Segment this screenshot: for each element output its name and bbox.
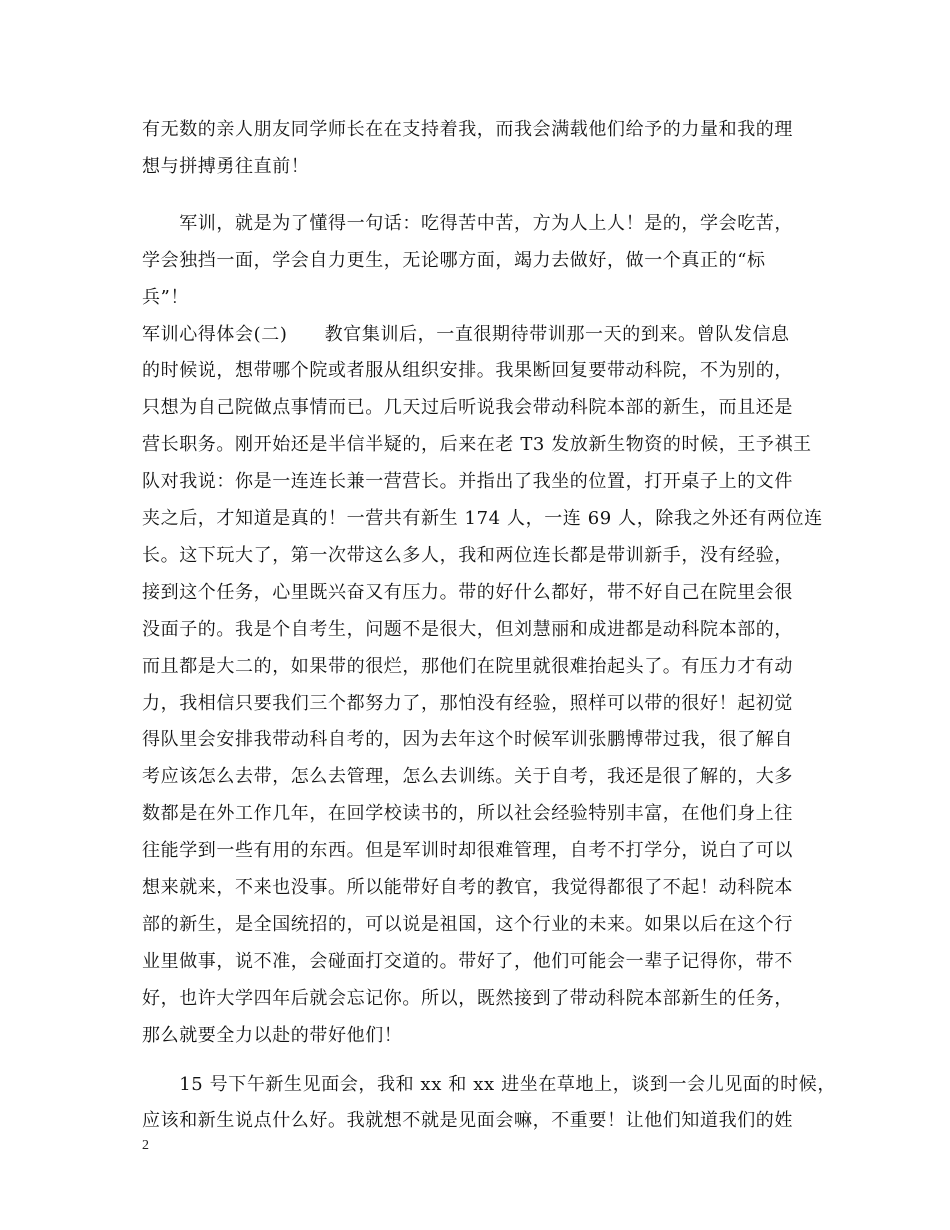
text-line: 那么就要全力以赴的带好他们！: [142, 1025, 403, 1046]
text-line: 考应该怎么去带，怎么去管理，怎么去训练。关于自考，我还是很了解的，大多: [142, 766, 793, 787]
text-line: 而且都是大二的，如果带的很烂，那他们在院里就很难抬起头了。有压力才有动: [142, 656, 793, 677]
text-line: 夹之后，才知道是真的！一营共有新生 174 人，一连 69 人，除我之外还有两位连: [142, 508, 823, 529]
text-line: 军训，就是为了懂得一句话：吃得苦中苦，方为人上人！是的，学会吃苦，: [142, 213, 793, 234]
text-line: 长。这下玩大了，第一次带这么多人，我和两位连长都是带训新手，没有经验，: [142, 545, 793, 566]
text-line: 学会独挡一面，学会自力更生，无论哪方面，竭力去做好，做一个真正的“标: [142, 250, 766, 271]
text-line: 数都是在外工作几年，在回学校读书的，所以社会经验特别丰富，在他们身上往: [142, 803, 793, 824]
text-line: 部的新生，是全国统招的，可以说是祖国，这个行业的未来。如果以后在这个行: [142, 914, 793, 935]
text-line: 接到这个任务，心里既兴奋又有压力。带的好什么都好，带不好自己在院里会很: [142, 582, 793, 603]
text-line: 想来就来，不来也没事。所以能带好自考的教官，我觉得都很了不起！动科院本: [142, 877, 793, 898]
page-number: 2: [142, 1138, 149, 1153]
text-line: 营长职务。刚开始还是半信半疑的，后来在老 T3 发放新生物资的时候，王予祺王: [142, 434, 812, 455]
text-line: 得队里会安排我带动科自考的，因为去年这个时候军训张鹏博带过我，很了解自: [142, 729, 793, 750]
text-line: 有无数的亲人朋友同学师长在在支持着我，而我会满载他们给予的力量和我的理: [142, 119, 793, 140]
text-line: 没面子的。我是个自考生，问题不是很大，但刘慧丽和成进都是动科院本部的，: [142, 619, 793, 640]
text-line: 队对我说：你是一连连长兼一营营长。并指出了我坐的位置，打开桌子上的文件: [142, 471, 793, 492]
text-line: 往能学到一些有用的东西。但是军训时却很难管理，自考不打学分，说白了可以: [142, 840, 793, 861]
text-line: 想与拼搏勇往直前！: [142, 156, 310, 177]
text-line: 兵”！: [142, 287, 190, 308]
text-line: 好，也许大学四年后就会忘记你。所以，既然接到了带动科院本部新生的任务，: [142, 988, 793, 1009]
text-line: 力，我相信只要我们三个都努力了，那怕没有经验，照样可以带的很好！起初觉: [142, 693, 793, 714]
text-line: 应该和新生说点什么好。我就想不就是见面会嘛，不重要！让他们知道我们的姓: [142, 1110, 793, 1131]
text-line: 的时候说，想带哪个院或者服从组织安排。我果断回复要带动科院，不为别的，: [142, 360, 793, 381]
text-line: 业里做事，说不准，会碰面打交道的。带好了，他们可能会一辈子记得你，带不: [142, 951, 793, 972]
text-line: 只想为自己院做点事情而已。几天过后听说我会带动科院本部的新生，而且还是: [142, 397, 793, 418]
text-line: 15 号下午新生见面会，我和 xx 和 xx 进坐在草地上，谈到一会儿见面的时候，: [142, 1074, 836, 1095]
section-heading-line: 军训心得体会(二) 教官集训后，一直很期待带训那一天的到来。曾队发信息: [142, 324, 790, 345]
